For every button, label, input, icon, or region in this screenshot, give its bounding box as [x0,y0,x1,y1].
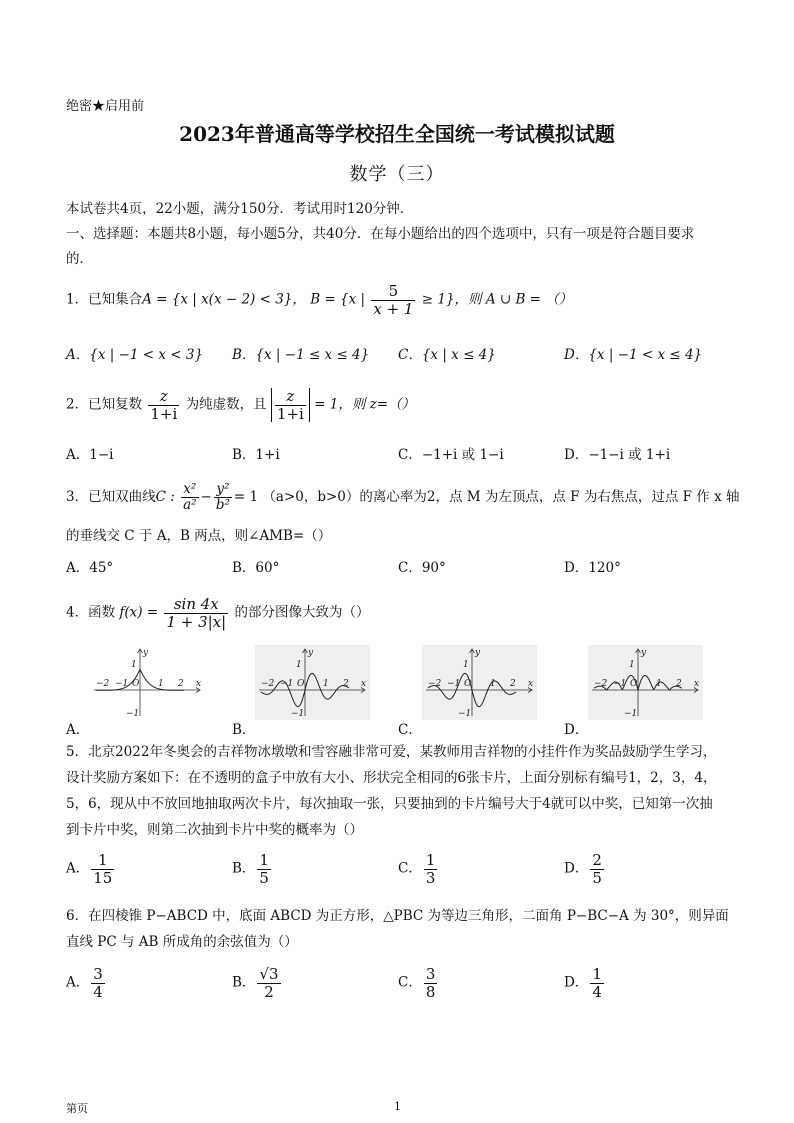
q6-option-a-numerator: 3 [93,965,103,983]
q6-option-d-fraction [590,966,604,1000]
q1-prefix: 1．已知集合 [66,291,143,308]
q2-denominator: 1+i [150,404,178,423]
tick-label-neg-two: −2 [261,679,275,689]
q5-line3: 5，6，现从中不放回地抽取两次卡片，每次抽取一张，只要抽到的卡片编号大于4就可以中奖，已知第一次抽 [66,796,713,812]
q2-prefix: 2．已知复数 [66,396,143,413]
tick-label-neg-one-x: −1 [280,679,294,689]
q3-prefix: 3．已知双曲线 [66,488,156,505]
q2-absolute-value [271,388,310,422]
q5-line4: 到卡片中奖，则第二次抽到卡片中奖的概率为（） [66,822,363,838]
q2-option-b: B．1+i [232,447,280,463]
q6-option-a [66,966,107,1000]
q4-graph-c [422,645,537,720]
q4-option-d: D． [564,722,589,738]
question-3-stem [66,482,740,513]
q2-numerator: z [148,388,179,406]
q3-line2: 的垂线交 C 于 A，B 两点，则∠AMB=（） [66,528,332,544]
q4-fraction [164,596,228,630]
footer-page-label: 第页 [66,1102,88,1115]
section-instruction-line1: 一、选择题：本题共8小题，每小题5分，共40分．在每小题给出的四个选项中，只有一项是符合题目要求 [66,226,695,242]
exam-info: 本试卷共4页，22小题，满分150分．考试用时120分钟． [66,201,414,217]
q6-option-a-fraction [91,966,105,1000]
q6-option-b [232,966,283,1000]
q3-equals: = 1 [233,488,259,505]
origin-label: O [464,679,472,689]
tick-label-one: 1 [463,660,469,670]
tick-label-neg-one-x: −1 [613,679,627,689]
question-2-stem [66,388,415,422]
q3-x-fraction [181,482,198,513]
q5-option-b-fraction [257,852,271,886]
q5-option-c-fraction [424,852,438,886]
q5-option-d [564,852,606,886]
q4-prefix: 4．函数 [66,604,116,621]
x-axis-label: x [361,679,367,689]
q3-option-d: D．120° [564,560,621,576]
q1-set-b-post: ≥ 1}，则 [421,291,482,308]
x-axis-label: x [528,679,534,689]
q1-ask: A ∪ B = （） [485,291,573,308]
q2-option-d: D．−1−i 或 1+i [564,447,671,463]
q5-option-c-numerator: 1 [425,851,436,869]
q3-minus: − [200,488,212,505]
tick-label-one-x: 1 [158,679,164,689]
x-axis-label: x [196,679,202,689]
q5-option-a-label: A． [66,860,90,877]
q5-option-b-label: B． [232,860,256,877]
q5-option-b-denominator: 5 [259,868,269,887]
q4-graph-d [588,645,703,720]
tick-label-two: 2 [178,679,184,689]
tick-label-one: 1 [629,660,635,670]
secret-mark: 绝密★启用前 [66,99,145,114]
q5-option-d-fraction [590,852,604,886]
q5-line1: 5．北京2022年冬奥会的吉祥物冰墩墩和雪容融非常可爱，某教师用吉祥物的小挂件作为奖品鼓励学生学习， [66,744,717,760]
q1-option-b: B．{x | −1 ≤ x ≤ 4} [232,347,370,363]
q2-abs-denominator: 1+i [276,404,304,423]
tick-label-neg-two: −2 [96,679,110,689]
tick-label-neg-one: −1 [458,709,472,719]
q6-option-a-denominator: 4 [93,982,103,1001]
q5-line2: 设计奖励方案如下：在不透明的盒子中放有大小、形状完全相同的6张卡片，上面分别标有编号1，2，3，4， [66,770,717,786]
q6-option-b-fraction [257,966,280,1000]
q4-option-a: A． [66,722,90,738]
q2-abs-numerator: z [275,388,306,406]
q3-c-label: C : [155,488,175,505]
section-instruction-line2: 的． [66,251,93,267]
tick-label-two: 2 [510,679,516,689]
q5-option-d-denominator: 5 [592,868,602,887]
y-axis-label: y [641,648,647,658]
q6-option-c [398,966,439,1000]
q1-set-a: A = {x | x(x − 2) < 3}， [142,291,306,308]
tick-label-one: 1 [131,660,137,670]
q6-option-c-numerator: 3 [425,965,436,983]
tick-label-two: 2 [343,679,349,689]
x-axis-label: x [694,679,700,689]
q3-x-numerator: x² [181,482,198,498]
exam-subtitle: 数学（三） [349,164,445,185]
q6-option-d-numerator: 1 [592,965,602,983]
tick-label-neg-one: −1 [126,709,140,719]
q5-option-a-denominator: 15 [93,868,113,887]
origin-label: O [132,679,140,689]
q1-fraction-numerator: 5 [371,283,415,301]
q5-option-d-label: D． [564,860,589,877]
q1-option-a: A．{x | −1 < x < 3} [66,347,204,363]
q3-option-b: B．60° [232,560,280,576]
q6-option-a-label: A． [66,974,90,991]
q5-option-b-numerator: 1 [259,851,269,869]
q5-option-c-denominator: 3 [425,868,436,887]
q6-line2: 直线 PC 与 AB 所成角的余弦值为（） [66,934,298,950]
question-4-stem [66,596,370,630]
tick-label-neg-one-x: −1 [447,679,461,689]
tick-label-one-x: 1 [323,679,329,689]
q3-option-a: A．45° [66,560,114,576]
tick-label-neg-one: −1 [624,709,638,719]
tick-label-neg-one: −1 [291,709,305,719]
q2-option-c: C．−1+i 或 1−i [398,447,504,463]
q6-option-b-denominator: 2 [264,982,274,1001]
tick-label-neg-two: −2 [428,679,442,689]
exam-title: 2023年普通高等学校招生全国统一考试模拟试题 [179,122,615,146]
q3-y-denominator: b² [215,496,230,513]
tick-label-one-x: 1 [490,679,496,689]
q3-y-fraction [214,482,232,513]
q6-option-c-label: C． [398,974,422,991]
tick-label-neg-two: −2 [594,679,608,689]
q4-function: f(x) = [119,604,159,621]
q3-rest: （a>0，b>0）的离心率为2，点 M 为左顶点，点 F 为右焦点，过点 F 作 x 轴 [262,488,740,505]
y-axis-label: y [308,648,314,658]
q5-option-a-numerator: 1 [91,852,114,870]
q4-option-b: B． [232,722,256,738]
footer-page-number: 1 [394,1100,401,1113]
q6-option-c-denominator: 8 [425,982,436,1001]
q3-y-numerator: y² [214,482,232,498]
q5-option-d-numerator: 2 [592,851,602,869]
q2-post: = 1，则 z=（） [314,396,416,413]
question-1-stem [66,283,572,317]
q2-abs-fraction [275,388,306,422]
q4-denominator: 1 + 3|x| [166,612,227,631]
q6-option-d-label: D． [564,974,589,991]
q4-option-c: C． [398,722,422,738]
tick-label-neg-one-x: −1 [115,679,129,689]
q1-option-c: C．{x | x ≤ 4} [398,347,496,363]
q3-x-denominator: a² [183,496,197,513]
y-axis-label: y [475,648,481,658]
q4-graph-b [255,645,370,720]
q5-option-c [398,852,439,886]
q1-set-b-fraction [371,283,415,317]
q6-option-b-numerator: √3 [259,965,279,983]
q1-fraction-denominator: x + 1 [373,299,414,318]
y-axis-label: y [143,648,149,658]
origin-label: O [297,679,305,689]
q5-option-b [232,852,273,886]
tick-label-one-x: 1 [656,679,662,689]
q5-option-a-fraction [91,852,114,886]
q2-fraction [148,388,179,422]
q1-option-d: D．{x | −1 < x ≤ 4} [564,347,703,363]
q2-option-a: A．1−i [66,447,114,463]
q4-numerator: sin 4x [164,596,228,614]
q4-suffix: 的部分图像大致为（） [234,604,370,621]
q5-option-a [66,852,116,886]
q1-set-b-pre: B = {x | [310,291,366,308]
q5-option-c-label: C． [398,860,422,877]
q3-option-c: C．90° [398,560,446,576]
tick-label-one: 1 [296,660,302,670]
origin-label: O [630,679,638,689]
q6-line1: 6．在四棱锥 P−ABCD 中，底面 ABCD 为正方形，△PBC 为等边三角形，二面角 P−BC−A 为 30°，则异面 [66,908,729,924]
q6-option-d-denominator: 4 [592,982,602,1001]
q2-mid: 为纯虚数，且 [185,396,267,413]
q6-option-d [564,966,606,1000]
q6-option-b-label: B． [232,974,256,991]
q6-option-c-fraction [424,966,438,1000]
q4-graph-a [90,645,205,720]
tick-label-two: 2 [676,679,682,689]
